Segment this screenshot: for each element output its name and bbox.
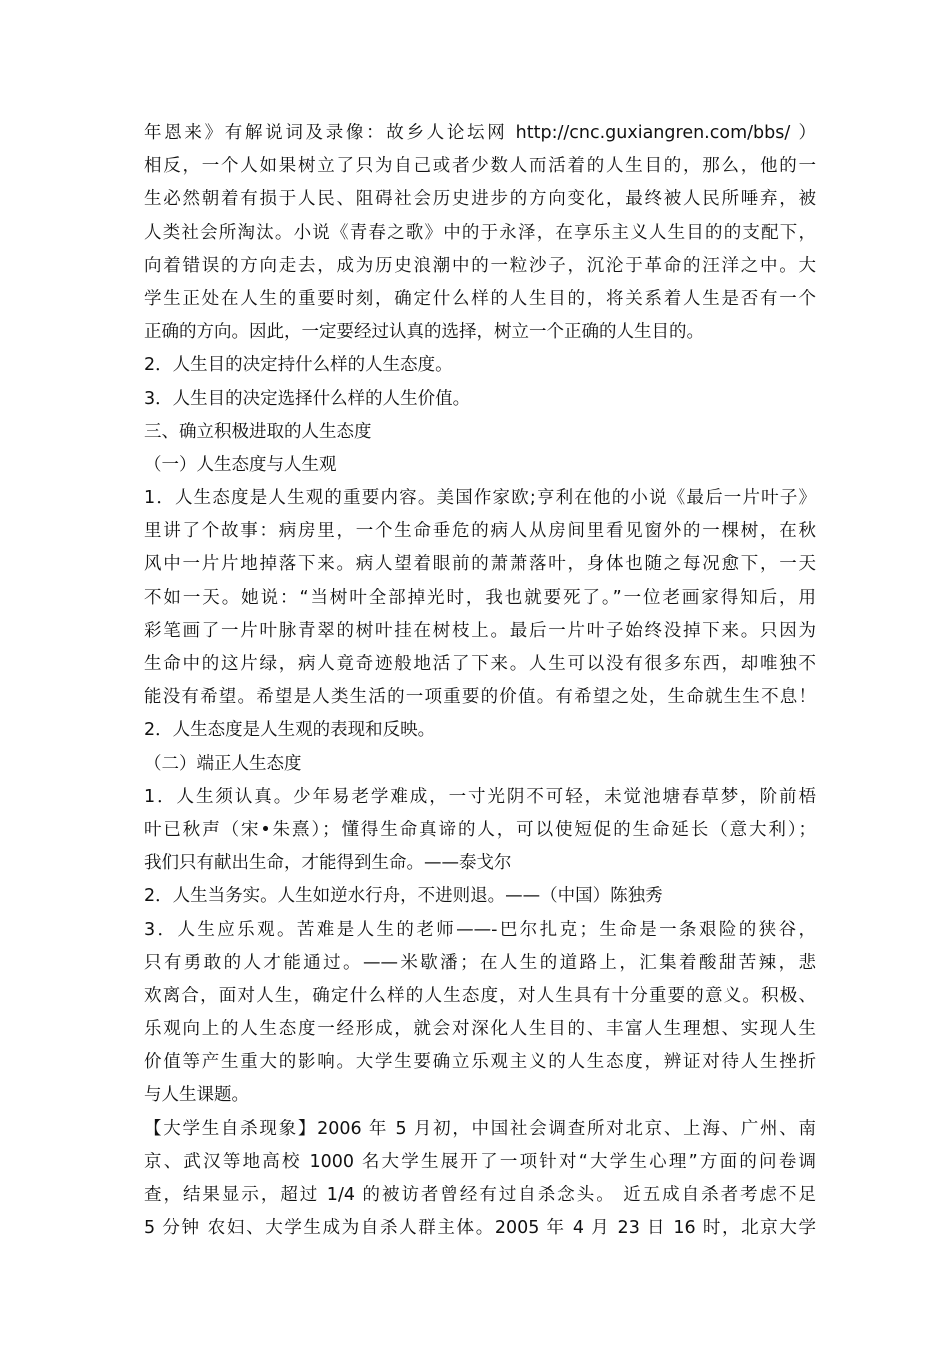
- text-line: 1．人生态度是人生观的重要内容。美国作家欧;亨利在他的小说《最后一片叶子》: [144, 488, 816, 509]
- text-line: 正确的方向。因此，一定要经过认真的选择，树立一个正确的人生目的。: [144, 322, 704, 343]
- document-page: [144, 117, 816, 1245]
- text-line: 我们只有献出生命，才能得到生命。——泰戈尔: [144, 853, 512, 874]
- text-line: 不如一天。她说：“当树叶全部掉光时，我也就要死了。”一位老画家得知后，用: [144, 587, 816, 608]
- text-line: 3．人生应乐观。苦难是人生的老师——-巴尔扎克；生命是一条艰险的狭谷，: [144, 919, 816, 940]
- text-line: 彩笔画了一片叶脉青翠的树叶挂在树枝上。最后一片叶子始终没掉下来。只因为: [144, 620, 816, 641]
- text-line: 与人生课题。: [144, 1085, 249, 1106]
- text-line: 叶已秋声（宋•朱熹）；懂得生命真谛的人，可以使短促的生命延长（意大利）；: [144, 819, 816, 840]
- text-line: 能没有希望。希望是人类生活的一项重要的价值。有希望之处，生命就生生不息！: [144, 687, 816, 708]
- text-line: 里讲了个故事：病房里，一个生命垂危的病人从房间里看见窗外的一棵树，在秋: [144, 521, 816, 542]
- text-line: 2．人生当务实。人生如逆水行舟，不进则退。——（中国）陈独秀: [144, 886, 663, 907]
- text-line: 人类社会所淘汰。小说《青春之歌》中的于永泽，在享乐主义人生目的的支配下，: [144, 222, 816, 243]
- text-line: 5 分钟 农妇、大学生成为自杀人群主体。2005 年 4 月 23 日 16 时，北京大学: [144, 1218, 816, 1239]
- text-line: 年恩来》有解说词及录像：故乡人论坛网 http://cnc.guxiangren.com/bbs/ ）: [144, 123, 816, 143]
- text-line: 向着错误的方向走去，成为历史浪潮中的一粒沙子，沉沦于革命的汪洋之中。大: [144, 255, 816, 276]
- text-line: （二）端正人生态度: [144, 753, 302, 774]
- text-line: 生必然朝着有损于人民、阻碍社会历史进步的方向变化，最终被人民所唾弃，被: [144, 189, 816, 210]
- text-line: 乐观向上的人生态度一经形成，就会对深化人生目的、丰富人生理想、实现人生: [144, 1019, 816, 1040]
- text-line: （一）人生态度与人生观: [144, 454, 337, 475]
- text-line: 价值等产生重大的影响。大学生要确立乐观主义的人生态度，辨证对待人生挫折: [144, 1052, 816, 1073]
- text-line: 1．人生须认真。少年易老学难成，一寸光阴不可轻，未觉池塘春草梦，阶前梧: [144, 786, 816, 807]
- text-line: 【大学生自杀现象】2006 年 5 月初，中国社会调查所对北京、上海、广州、南: [144, 1118, 816, 1139]
- text-line: 相反，一个人如果树立了只为自己或者少数人而活着的人生目的，那么，他的一: [144, 156, 816, 177]
- text-line: 查，结果显示，超过 1/4 的被访者曾经有过自杀念头。 近五成自杀者考虑不足: [144, 1185, 816, 1205]
- text-line: 欢离合，面对人生，确定什么样的人生态度，对人生具有十分重要的意义。积极、: [144, 985, 816, 1006]
- text-line: 3．人生目的决定选择什么样的人生价值。: [144, 388, 471, 409]
- text-line: 生命中的这片绿，病人竟奇迹般地活了下来。人生可以没有很多东西，却唯独不: [144, 654, 816, 674]
- text-line: 三、确立积极进取的人生态度: [144, 421, 372, 442]
- text-line: 只有勇敢的人才能通过。——米歇潘；在人生的道路上，汇集着酸甜苦辣，悲: [144, 952, 816, 973]
- text-line: 2．人生目的决定持什么样的人生态度。: [144, 355, 453, 376]
- text-line: 2．人生态度是人生观的表现和反映。: [144, 720, 436, 741]
- text-line: 风中一片片地掉落下来。病人望着眼前的萧萧落叶，身体也随之每况愈下，一天: [144, 554, 816, 575]
- text-line: 京、武汉等地高校 1000 名大学生展开了一项针对“大学生心理”方面的问卷调: [144, 1151, 816, 1172]
- text-line: 学生正处在人生的重要时刻，确定什么样的人生目的，将关系着人生是否有一个: [144, 288, 816, 309]
